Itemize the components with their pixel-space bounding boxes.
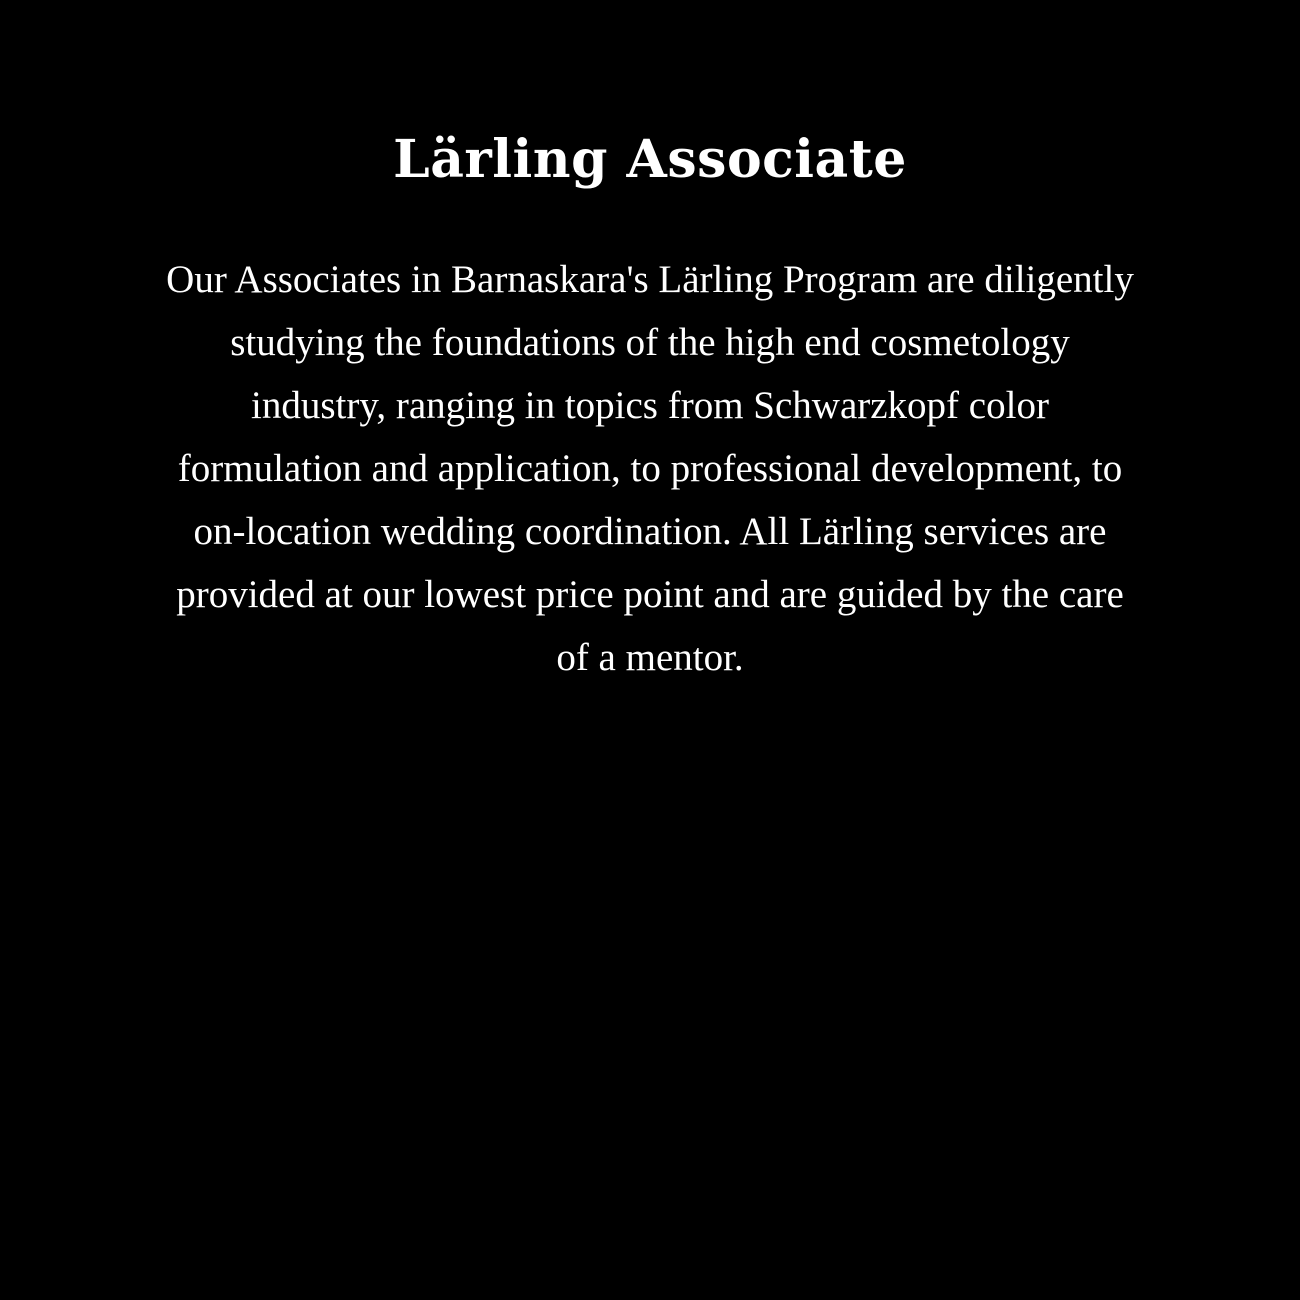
page-title: Lärling Associate [393, 129, 907, 190]
description-paragraph: Our Associates in Barnaskara's Lärling Program are diligently studying the foundations of the high end cosmetology industry, ranging in topics from Schwarzkopf color formulation and application, to professional development, to on-location wedding coordination. All Lärling services are provided at our lowest price point and are guided by the care of a mentor. [166, 258, 1134, 679]
